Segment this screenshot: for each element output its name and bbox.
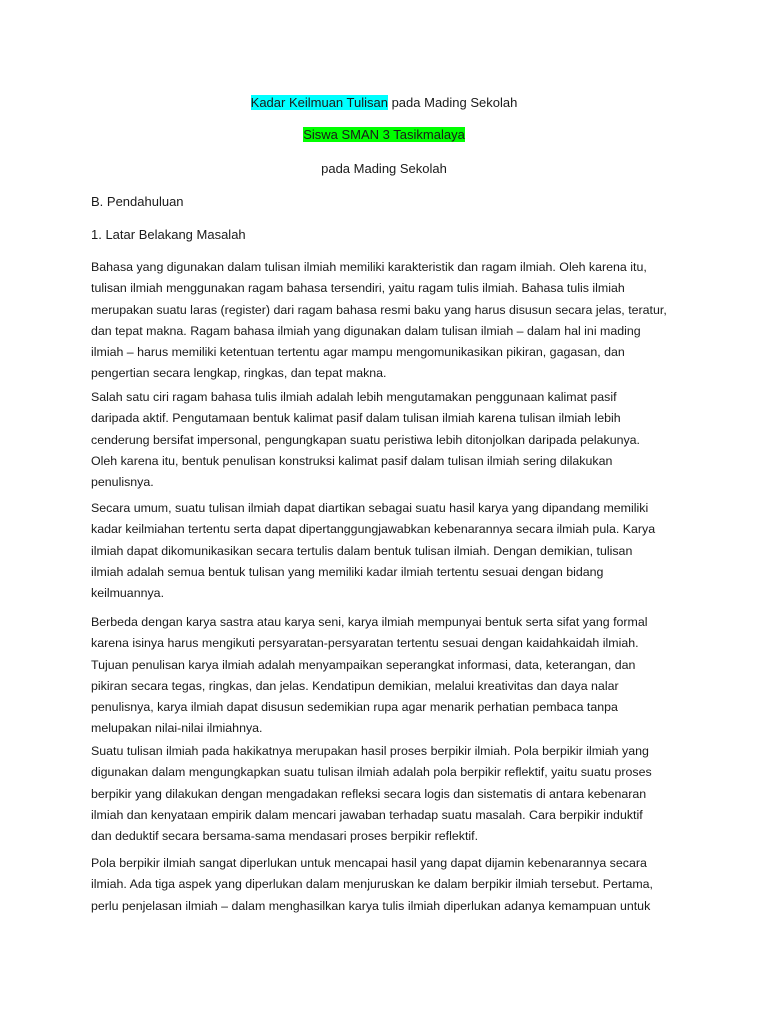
paragraph-line: ilmiah adalah semua bentuk tulisan yang memiliki kadar ilmiah tertentu sesuai dengan bidang <box>91 564 604 579</box>
paragraph-line: cenderung bersifat impersonal, pengungkapan suatu peristiwa lebih ditonjolkan daripada pelakunya. <box>91 432 640 447</box>
paragraph-line: ilmiah dan kenyataan empirik dalam mencari jawaban terhadap suatu masalah. Cara berpikir induktif <box>91 807 643 822</box>
paragraph-line: perlu penjelasan ilmiah – dalam menghasilkan karya tulis ilmiah diperlukan adanya kemampuan untuk <box>91 898 651 913</box>
paragraph-line: Suatu tulisan ilmiah pada hakikatnya merupakan hasil proses berpikir ilmiah. Pola berpikir ilmiah yang <box>91 744 649 758</box>
document-title <box>0 94 768 112</box>
paragraph-3 <box>91 498 677 604</box>
paragraph-line: pengertian secara lengkap, ringkas, dan tepat makna. <box>91 366 387 381</box>
paragraph-line: Tujuan penulisan karya ilmiah adalah menyampaikan seperangkat informasi, data, keterangan, dan <box>91 657 636 672</box>
paragraph-line: kadar keilmiahan tertentu serta dapat dipertanggungjawabkan kebenarannya secara ilmiah pula. Karya <box>91 522 656 537</box>
paragraph-line: Pola berpikir ilmiah sangat diperlukan untuk mencapai hasil yang dapat dijamin kebenarannya secara <box>91 856 647 870</box>
paragraph-line: dan tepat makna. Ragam bahasa ilmiah yang digunakan dalam tulisan ilmiah – dalam hal ini mading <box>91 323 641 338</box>
paragraph-line: tulisan ilmiah menggunakan ragam bahasa tersendiri, yaitu ragam tulis ilmiah. Bahasa tulis ilmiah <box>91 281 625 296</box>
subtitle-highlighted: Siswa SMAN 3 Tasikmalaya <box>303 127 465 142</box>
paragraph-line: pikiran secara tegas, ringkas, dan jelas. Kendatipun demikian, melalui kreativitas dan daya nalar <box>91 678 619 693</box>
paragraph-line: Secara umum, suatu tulisan ilmiah dapat diartikan sebagai suatu hasil karya yang dipandang memiliki <box>91 501 649 515</box>
paragraph-2 <box>91 387 677 493</box>
paragraph-line: berpikir yang dilakukan dengan mengadakan refleksi secara logis dan sistematis di antara kebenaran <box>91 786 647 801</box>
paragraph-line: penulisnya, karya ilmiah dapat disusun sedemikian rupa agar menarik perhatian pembaca tanpa <box>91 700 618 715</box>
paragraph-4 <box>91 612 677 740</box>
paragraph-line: Berbeda dengan karya sastra atau karya seni, karya ilmiah mempunyai bentuk serta sifat yang formal <box>91 615 648 629</box>
subsection-heading: 1. Latar Belakang Masalah <box>91 227 246 242</box>
paragraph-line: merupakan suatu laras (register) dari ragam bahasa resmi baku yang harus disusun secara jelas, teratur, <box>91 302 667 317</box>
paragraph-line: penulisnya. <box>91 475 154 490</box>
paragraph-line: daripada aktif. Pengutamaan bentuk kalimat pasif dalam tulisan ilmiah karena tulisan ilmiah lebih <box>91 411 621 426</box>
paragraph-line: melupakan nilai-nilai ilmiahnya. <box>91 721 263 736</box>
paragraph-5 <box>91 741 677 847</box>
paragraph-line: digunakan dalam mengungkapkan suatu tulisan ilmiah adalah pola berpikir reflektif, yaitu suatu proses <box>91 765 652 780</box>
paragraph-line: Salah satu ciri ragam bahasa tulis ilmiah adalah lebih mengutamakan penggunaan kalimat pasif <box>91 390 617 404</box>
paragraph-line: ilmiah. Ada tiga aspek yang diperlukan dalam menjuruskan ke dalam berpikir ilmiah tersebut. Pertama, <box>91 877 653 892</box>
paragraph-line: ilmiah – harus memiliki ketentuan tertentu agar mampu mengomunikasikan pikiran, gagasan, dan <box>91 345 625 360</box>
paragraph-line: dan deduktif secara bersama-sama mendasari proses berpikir reflektif. <box>91 829 479 844</box>
title-rest: pada Mading Sekolah <box>387 95 518 110</box>
document-subtitle <box>0 126 768 144</box>
title-highlighted: Kadar Keilmuan Tulisan <box>250 95 388 110</box>
paragraph-line: Oleh karena itu, bentuk penulisan konstruksi kalimat pasif dalam tulisan ilmiah sering dilakukan <box>91 453 613 468</box>
paragraph-line: keilmuannya. <box>91 586 165 601</box>
paragraph-6 <box>91 853 677 917</box>
paragraph-1 <box>91 257 677 385</box>
section-heading: B. Pendahuluan <box>91 194 184 209</box>
document-subtitle-2: pada Mading Sekolah <box>321 161 447 176</box>
paragraph-line: ilmiah dapat dikomunikasikan secara tertulis dalam bentuk tulisan ilmiah. Dengan demikian, tulisan <box>91 543 633 558</box>
paragraph-line: Bahasa yang digunakan dalam tulisan ilmiah memiliki karakteristik dan ragam ilmiah. Oleh karena itu, <box>91 260 647 274</box>
paragraph-line: karena isinya harus mengikuti persyaratan-persyaratan tertentu sesuai dengan kaidahkaidah ilmiah. <box>91 636 639 651</box>
